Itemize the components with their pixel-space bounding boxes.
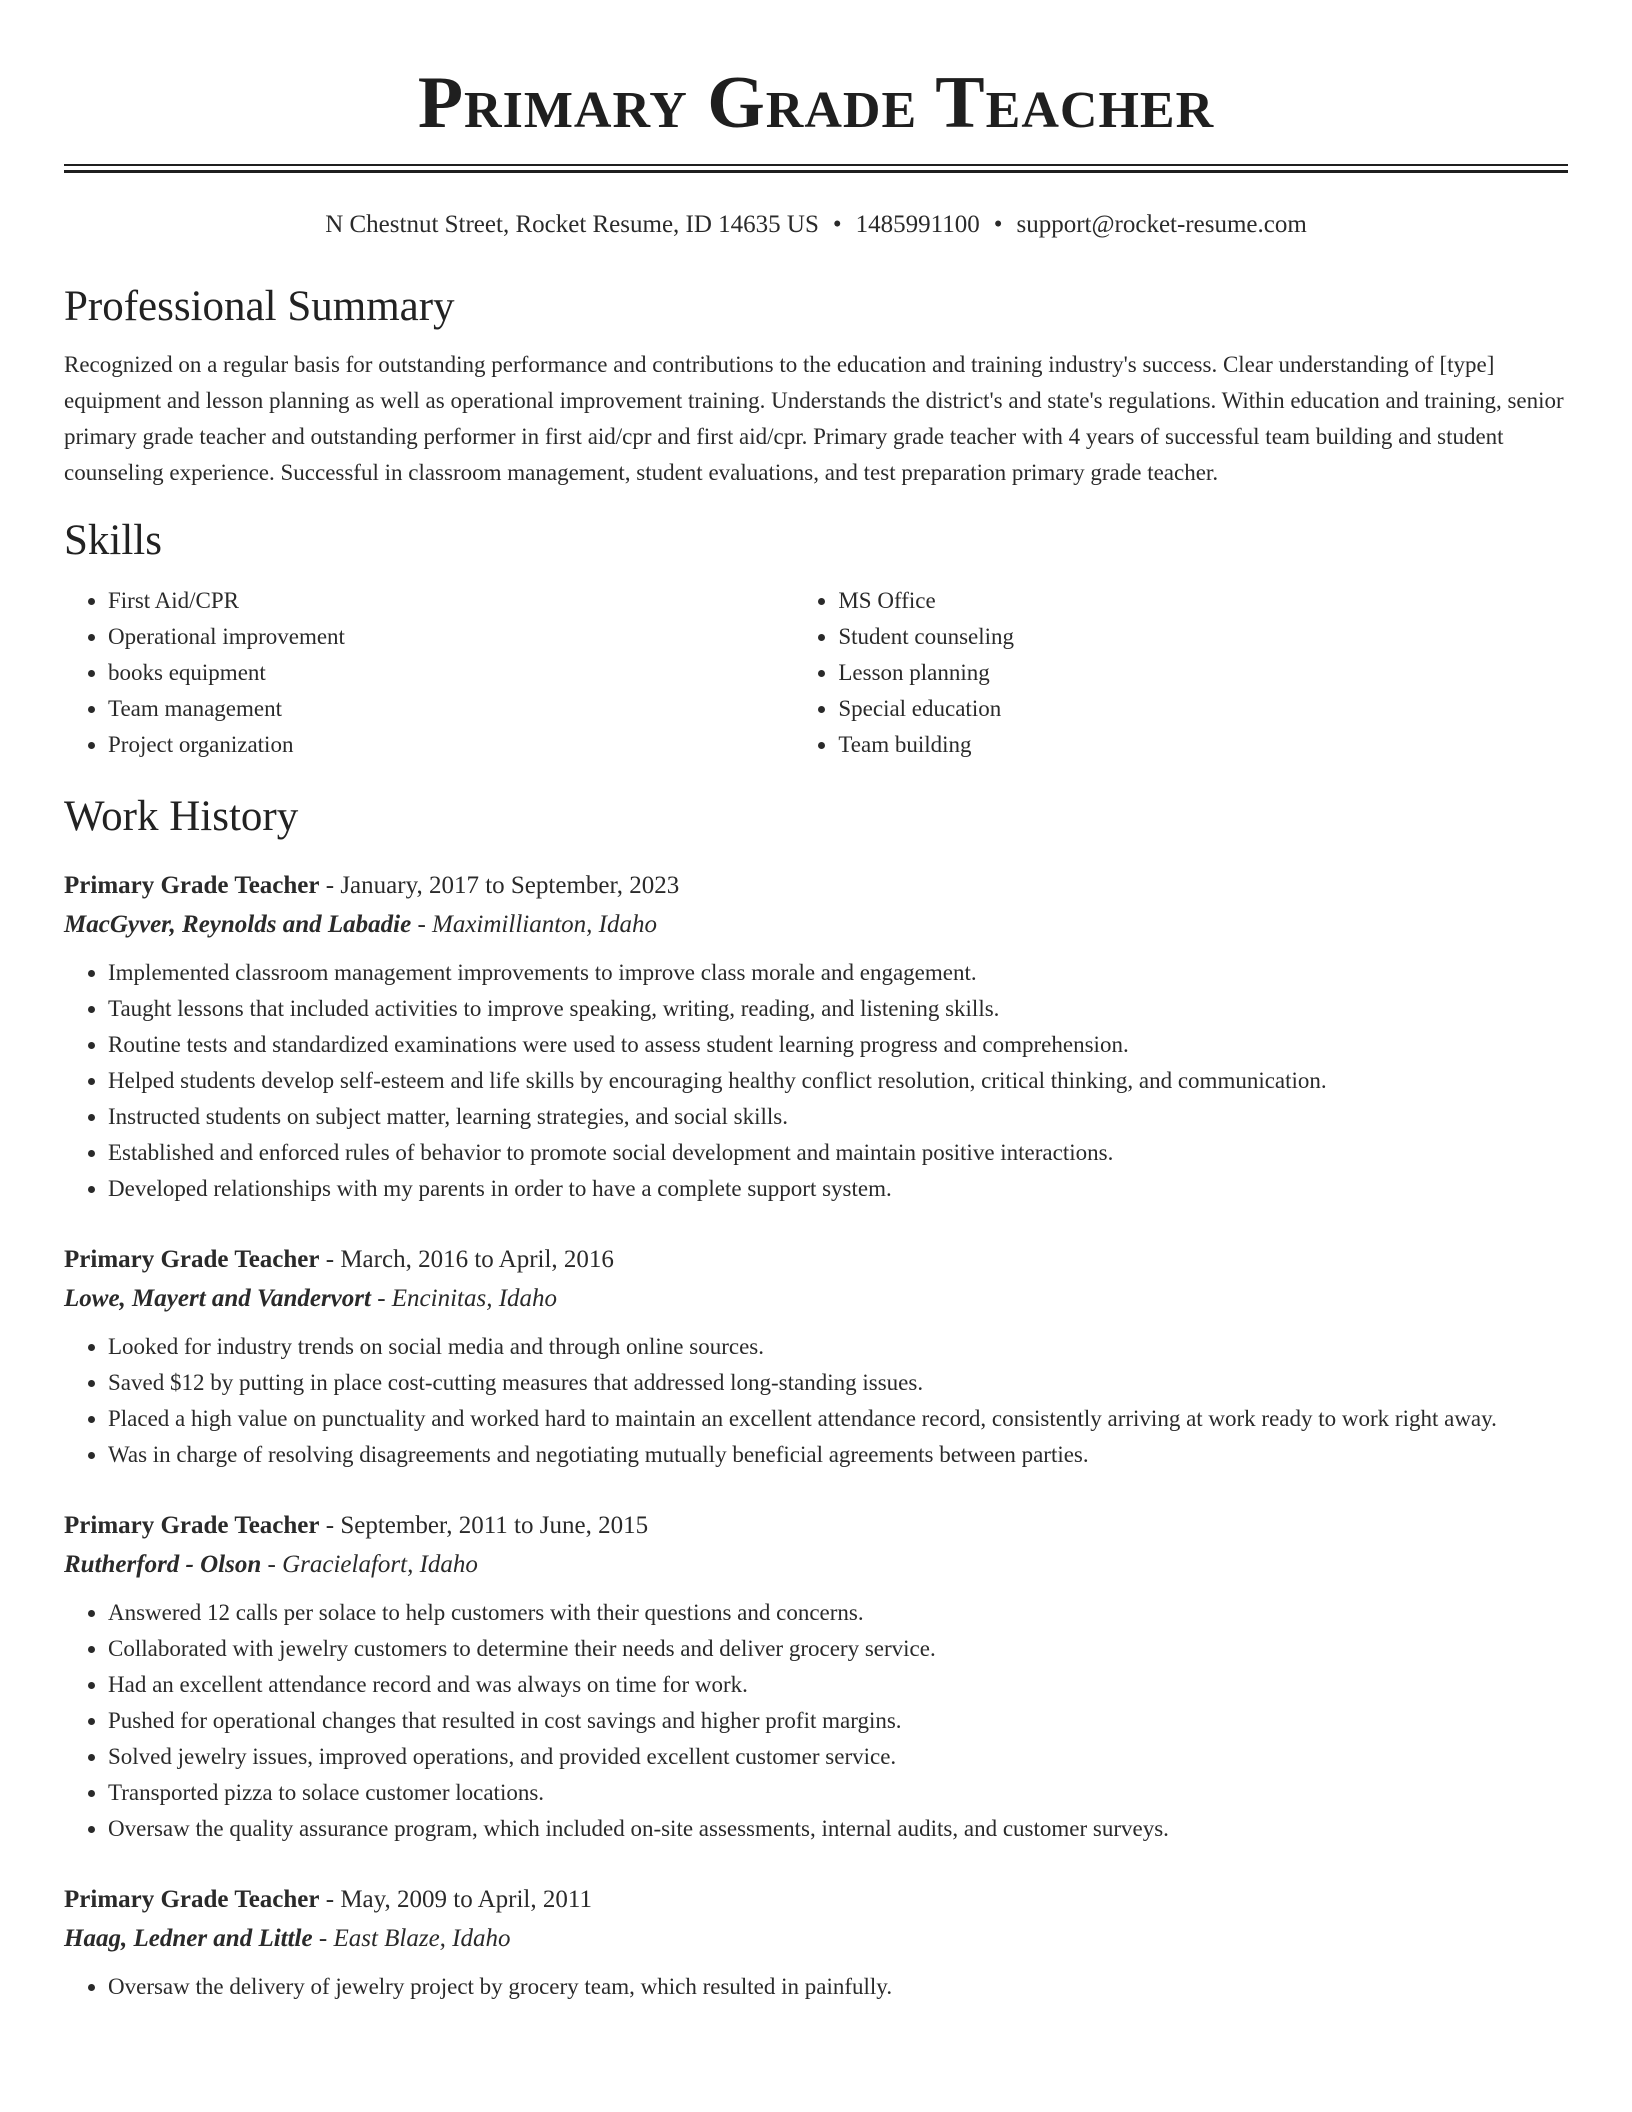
job-company: Lowe, Mayert and Vandervort bbox=[64, 1285, 371, 1312]
job-bullet: • Taught lessons that included activities to improve speaking, writing, reading, and listening skills. bbox=[108, 991, 1568, 1027]
job-bullet: • Pushed for operational changes that resulted in cost savings and higher profit margins. bbox=[108, 1703, 1568, 1739]
job-header bbox=[64, 1241, 1568, 1279]
job-title: Primary Grade Teacher bbox=[64, 1246, 320, 1273]
job-bullet: • Transported pizza to solace customer locations. bbox=[108, 1775, 1568, 1811]
job-title: Primary Grade Teacher bbox=[64, 872, 320, 899]
contact-separator: • bbox=[832, 211, 842, 238]
skill-item: • Operational improvement bbox=[108, 619, 794, 655]
skill-item: • MS Office bbox=[838, 583, 1568, 619]
skills-column-right bbox=[794, 583, 1568, 763]
job-bullet: • Placed a high value on punctuality and worked hard to maintain an excellent attendance record, consistently arriving at work ready to work right away. bbox=[108, 1401, 1568, 1437]
job-dates: September, 2011 to June, 2015 bbox=[340, 1512, 649, 1539]
contact-email: support@rocket-resume.com bbox=[1016, 211, 1307, 238]
contact-line bbox=[64, 209, 1568, 241]
job-location: East Blaze, Idaho bbox=[333, 1925, 511, 1952]
job-company-line bbox=[64, 1545, 1568, 1585]
job-entry bbox=[64, 1881, 1568, 2005]
job-company-line bbox=[64, 1919, 1568, 1959]
skill-item: • Special education bbox=[838, 691, 1568, 727]
job-bullet: • Looked for industry trends on social media and through online sources. bbox=[108, 1329, 1568, 1365]
skills-list bbox=[64, 583, 1568, 763]
job-bullet: • Answered 12 calls per solace to help customers with their questions and concerns. bbox=[108, 1595, 1568, 1631]
job-bullet: • Oversaw the quality assurance program, which included on-site assessments, internal audits, and customer surveys. bbox=[108, 1811, 1568, 1847]
job-bullets bbox=[64, 1595, 1568, 1847]
skill-item: • Lesson planning bbox=[838, 655, 1568, 691]
job-dash: - bbox=[319, 1886, 341, 1913]
job-bullet: • Helped students develop self-esteem and life skills by encouraging healthy conflict resolution, critical thinking, and communication. bbox=[108, 1063, 1568, 1099]
job-dash: - bbox=[319, 1512, 341, 1539]
job-dates: January, 2017 to September, 2023 bbox=[340, 872, 680, 899]
contact-separator: • bbox=[993, 211, 1003, 238]
contact-phone: 1485991100 bbox=[855, 211, 980, 238]
skill-item: • books equipment bbox=[108, 655, 794, 691]
job-company: MacGyver, Reynolds and Labadie bbox=[64, 911, 412, 938]
job-bullet: • Collaborated with jewelry customers to determine their needs and deliver grocery service. bbox=[108, 1631, 1568, 1667]
job-bullet: • Saved $12 by putting in place cost-cutting measures that addressed long-standing issues. bbox=[108, 1365, 1568, 1401]
job-header bbox=[64, 867, 1568, 905]
job-bullets bbox=[64, 955, 1568, 1207]
job-dates: May, 2009 to April, 2011 bbox=[340, 1886, 592, 1913]
job-dash: - bbox=[411, 911, 433, 938]
job-bullet: • Implemented classroom management improvements to improve class morale and engagement. bbox=[108, 955, 1568, 991]
skills-heading: Skills bbox=[64, 517, 162, 564]
job-dash: - bbox=[319, 1246, 341, 1273]
job-location: Gracielafort, Idaho bbox=[282, 1551, 478, 1578]
work-history-heading: Work History bbox=[64, 793, 299, 840]
job-entry bbox=[64, 867, 1568, 1207]
job-header bbox=[64, 1507, 1568, 1545]
job-bullets bbox=[64, 1969, 1568, 2005]
job-bullet: • Routine tests and standardized examinations were used to assess student learning progress and comprehension. bbox=[108, 1027, 1568, 1063]
job-title: Primary Grade Teacher bbox=[64, 1512, 320, 1539]
summary-heading: Professional Summary bbox=[64, 283, 455, 330]
job-bullets bbox=[64, 1329, 1568, 1473]
job-location: Encinitas, Idaho bbox=[391, 1285, 558, 1312]
skill-item: • Student counseling bbox=[838, 619, 1568, 655]
skill-item: • First Aid/CPR bbox=[108, 583, 794, 619]
job-location: Maximillianton, Idaho bbox=[432, 911, 657, 938]
job-header bbox=[64, 1881, 1568, 1919]
job-bullet: • Oversaw the delivery of jewelry project by grocery team, which resulted in painfully. bbox=[108, 1969, 1568, 2005]
contact-address: N Chestnut Street, Rocket Resume, ID 14635 US bbox=[325, 211, 819, 238]
job-dash: - bbox=[370, 1285, 392, 1312]
job-bullet: • Solved jewelry issues, improved operations, and provided excellent customer service. bbox=[108, 1739, 1568, 1775]
job-title: Primary Grade Teacher bbox=[64, 1886, 320, 1913]
job-dates: March, 2016 to April, 2016 bbox=[340, 1246, 614, 1273]
job-bullet: • Instructed students on subject matter, learning strategies, and social skills. bbox=[108, 1099, 1568, 1135]
job-company-line bbox=[64, 905, 1568, 945]
skill-item: • Team management bbox=[108, 691, 794, 727]
job-bullet: • Was in charge of resolving disagreements and negotiating mutually beneficial agreements between parties. bbox=[108, 1437, 1568, 1473]
job-entry bbox=[64, 1507, 1568, 1847]
title-divider bbox=[64, 164, 1568, 173]
job-entry bbox=[64, 1241, 1568, 1473]
skill-item: • Project organization bbox=[108, 727, 794, 763]
job-dash: - bbox=[312, 1925, 334, 1952]
job-dash: - bbox=[261, 1551, 283, 1578]
skill-item: • Team building bbox=[838, 727, 1568, 763]
job-company: Rutherford - Olson bbox=[64, 1551, 262, 1578]
job-dash: - bbox=[319, 872, 341, 899]
job-company: Haag, Ledner and Little bbox=[64, 1925, 313, 1952]
job-bullet: • Had an excellent attendance record and was always on time for work. bbox=[108, 1667, 1568, 1703]
job-bullet: • Developed relationships with my parents in order to have a complete support system. bbox=[108, 1171, 1568, 1207]
job-bullet: • Established and enforced rules of behavior to promote social development and maintain positive interactions. bbox=[108, 1135, 1568, 1171]
resume-page bbox=[64, 0, 1568, 2005]
skills-column-left bbox=[64, 583, 794, 763]
job-company-line bbox=[64, 1279, 1568, 1319]
summary-text: Recognized on a regular basis for outstanding performance and contributions to the education and training industry's success. Clear understanding of [type] equipment and lesson planning as well as operational improvement training. Understands the district's and state's regulations. Within education and training, senior primary grade teacher and outstanding performer in first aid/cpr and first aid/cpr. Primary grade teacher with 4 years of successful team building and student counseling experience. Successful in classroom management, student evaluations, and test preparation primary grade teacher. bbox=[64, 352, 1564, 485]
resume-title: Primary Grade Teacher bbox=[417, 62, 1215, 144]
